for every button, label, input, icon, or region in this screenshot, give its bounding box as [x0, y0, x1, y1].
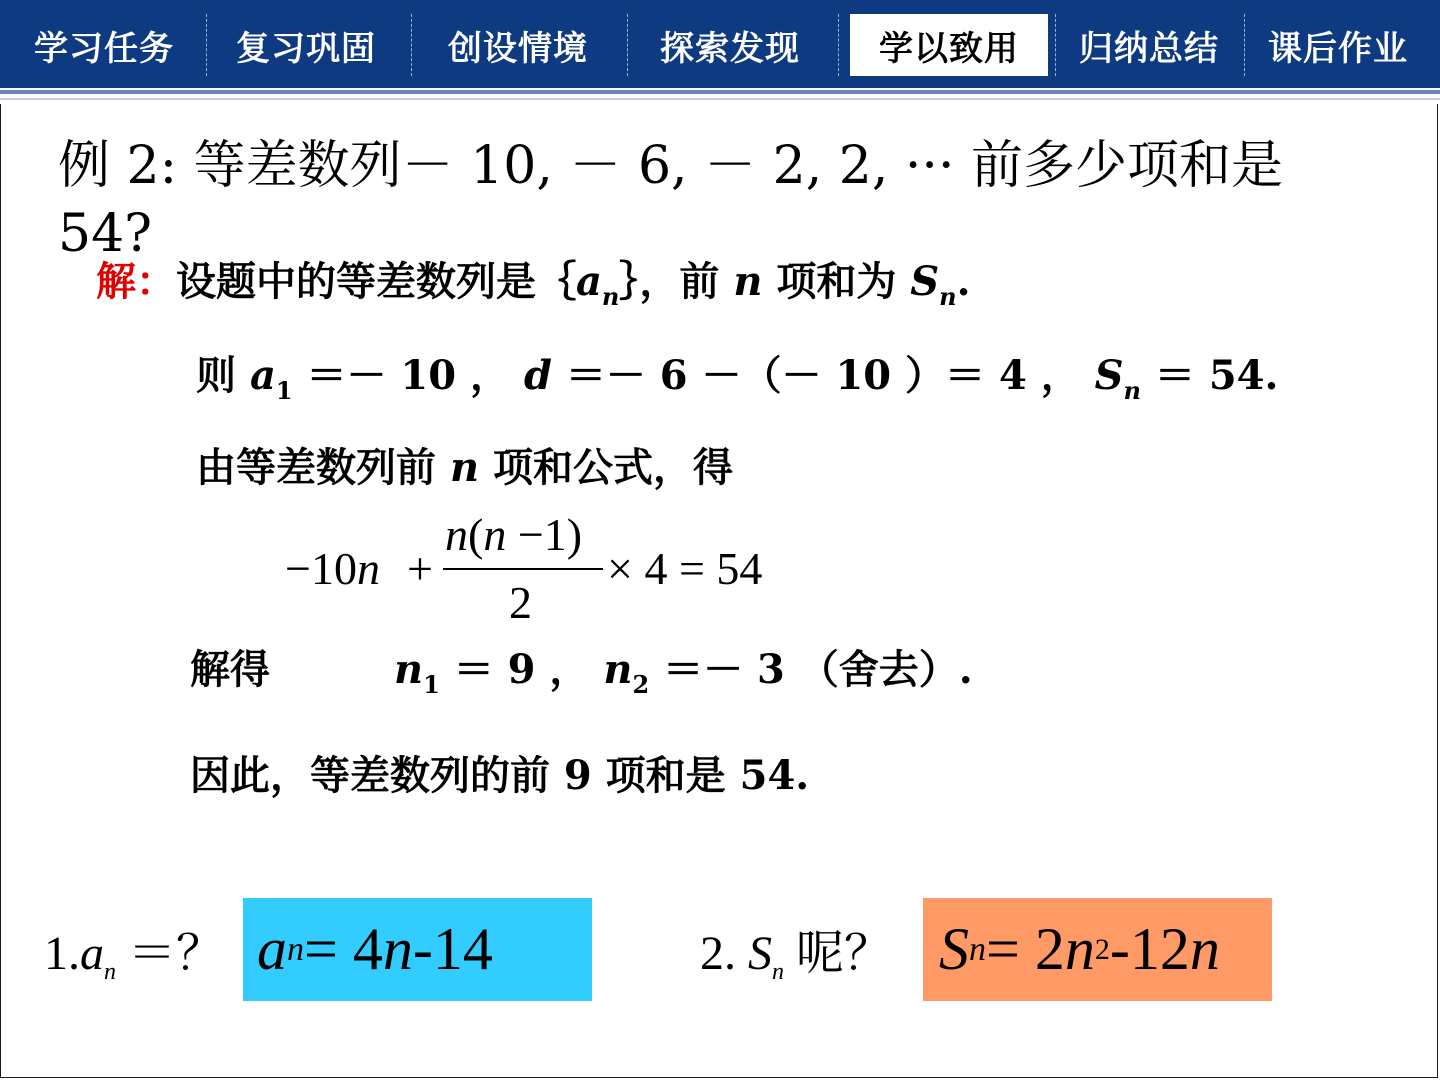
text-segment: ＝ 54. — [1140, 352, 1279, 399]
solution-label: 解： — [96, 258, 176, 305]
solution-line-1 — [96, 250, 971, 311]
var-S: S — [910, 258, 940, 305]
nav-underline — [0, 88, 1440, 104]
text-segment: 项和公式，得 — [479, 444, 733, 491]
answer-rest: -14 — [412, 916, 493, 982]
text-segment: 设题中的等差数列是｛ — [176, 258, 576, 305]
text-segment: ＝－ 3 （舍去）. — [649, 646, 973, 693]
text-segment: 项和为 — [762, 258, 911, 305]
formula-right: × 4 = 54 — [607, 543, 763, 594]
var-n: n — [603, 646, 633, 693]
var-S: S — [939, 916, 969, 982]
var-n: n — [733, 258, 763, 305]
formula-var-n: n — [483, 509, 507, 560]
var-d: d — [523, 352, 552, 399]
subscript-n: n — [1123, 376, 1141, 405]
text-segment: ＝ 9 ， — [439, 646, 604, 693]
solution-conclusion: 因此，等差数列的前 9 项和是 54. — [190, 752, 810, 799]
text-segment: ＝－ 6 －（－ 10 ）＝ 4 ， — [551, 352, 1095, 399]
fraction-bar — [443, 568, 603, 570]
text-segment: ｝，前 — [619, 258, 734, 305]
nav-divider — [206, 14, 207, 76]
var-S: S — [748, 927, 772, 980]
solution-line-2 — [196, 344, 1279, 405]
nav-divider — [838, 14, 839, 76]
formula-var-n: n — [445, 509, 468, 560]
subscript-1: 1 — [423, 670, 440, 699]
text-segment: 解得 — [190, 646, 270, 693]
nav-divider — [1244, 14, 1245, 76]
question-number: 1. — [44, 927, 80, 980]
question-2 — [700, 914, 892, 983]
formula-var-n: n — [356, 543, 380, 594]
text-segment: 则 — [196, 352, 250, 399]
var-n: n — [382, 916, 413, 982]
var-a: a — [576, 258, 602, 305]
text-segment: . — [956, 258, 971, 305]
var-n: n — [1064, 916, 1095, 982]
var-a: a — [80, 927, 104, 980]
formula-plus: + — [407, 543, 433, 594]
var-n: n — [394, 646, 424, 693]
nav-divider — [1055, 14, 1056, 76]
tab-homework[interactable]: 课后作业 — [1268, 28, 1408, 69]
answer-eq: = 2 — [986, 916, 1065, 982]
tab-review[interactable]: 复习巩固 — [236, 28, 376, 69]
text-segment: ＝－ 10 ， — [292, 352, 524, 399]
formula-numerator — [445, 508, 582, 561]
tab-exploration[interactable]: 探索发现 — [660, 28, 800, 69]
nav-divider — [411, 14, 412, 76]
question-suffix: ＝？ — [116, 927, 225, 980]
subscript-2: 2 — [632, 670, 650, 699]
subscript-1: 1 — [275, 376, 293, 405]
question-number: 2. — [700, 927, 748, 980]
nav-divider — [627, 14, 628, 76]
answer-eq: = 4 — [304, 916, 383, 982]
formula-left — [285, 542, 380, 595]
formula-paren: ( — [468, 509, 484, 560]
var-a: a — [249, 352, 276, 399]
answer-mid: -12 — [1109, 916, 1190, 982]
tab-summary[interactable]: 归纳总结 — [1079, 28, 1219, 69]
var-a: a — [257, 916, 287, 982]
question-1 — [44, 914, 224, 983]
solution-line-3 — [196, 436, 733, 493]
subscript-n: n — [601, 282, 620, 311]
var-S: S — [1094, 352, 1124, 399]
subscript-n: n — [104, 959, 116, 985]
top-nav-bar — [0, 0, 1440, 88]
var-n: n — [1189, 916, 1220, 982]
question-suffix: 呢？ — [784, 927, 893, 980]
problem-statement: 例 2: 等差数列－ 10, － 6, － 2, 2, ··· 前多少项和是 54? — [58, 136, 1284, 264]
solution-line-4 — [190, 638, 973, 699]
var-n: n — [449, 444, 480, 491]
formula-minus-one: −1) — [506, 509, 583, 560]
subscript-n: n — [772, 959, 784, 985]
tab-application[interactable]: 学以致用 — [850, 14, 1048, 76]
formula-coeff: −10 — [285, 543, 357, 594]
subscript-n: n — [939, 282, 957, 311]
formula-denominator: 2 — [509, 577, 532, 628]
answer-box-1: a n = 4 n -14 — [243, 898, 592, 1001]
tab-scenario[interactable]: 创设情境 — [448, 28, 588, 69]
text-segment: 由等差数列前 — [196, 444, 450, 491]
tab-learning-tasks[interactable]: 学习任务 — [34, 28, 174, 69]
answer-box-2: S n = 2 n 2 -12 n — [923, 898, 1272, 1001]
